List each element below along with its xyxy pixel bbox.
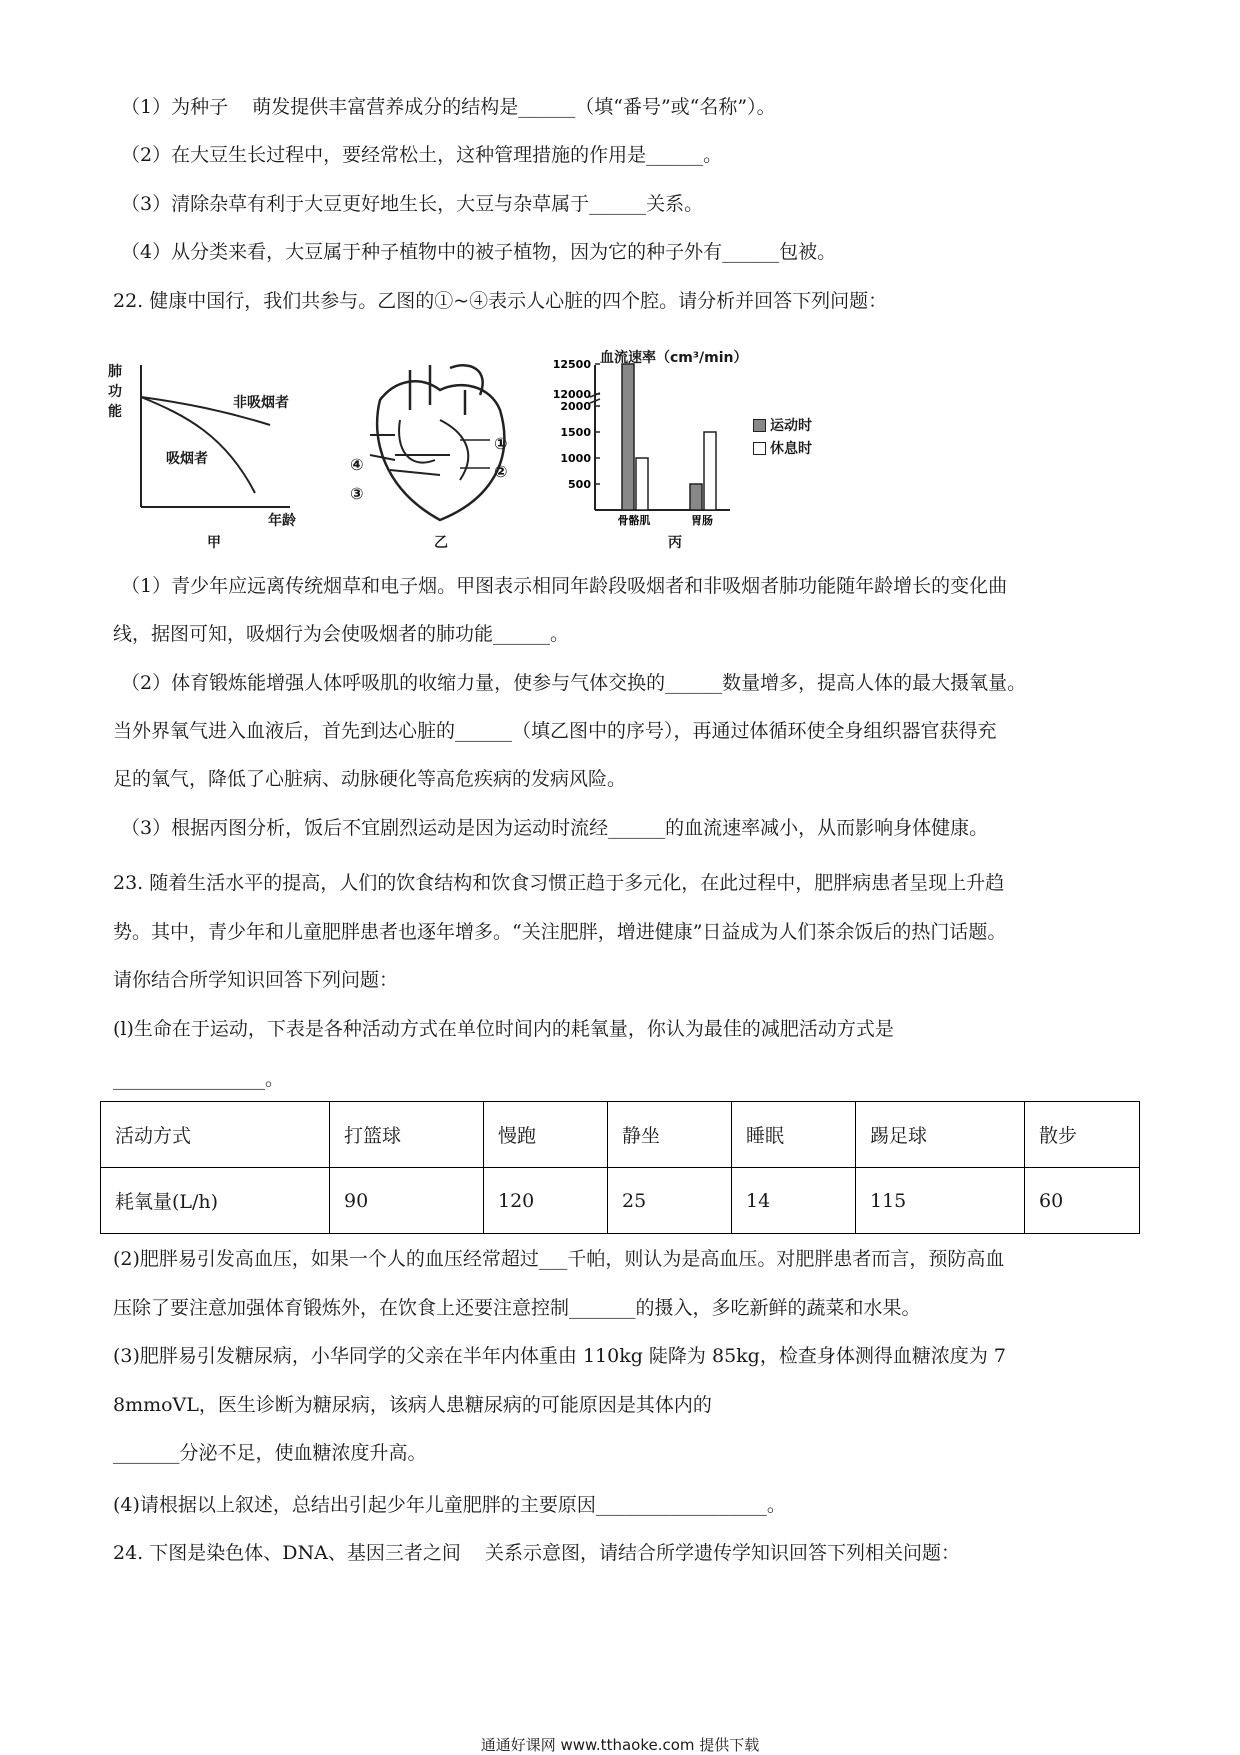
- table-cell: 60: [1025, 1168, 1140, 1234]
- heart-label-4: ④: [350, 455, 364, 474]
- y-tick-label: 1500: [560, 426, 591, 439]
- legend-exercise: 运动时: [770, 418, 812, 434]
- bar-运动时: [622, 364, 634, 510]
- figure-yi-heart-diagram: [340, 360, 540, 540]
- yi-caption: 乙: [434, 535, 448, 551]
- q21-item-3: （3）清除杂草有利于大豆更好地生长，大豆与杂草属于______关系。: [121, 193, 704, 215]
- q24-stem: 24. 下图是染色体、DNA、基因三者之间 关系示意图，请结合所学遗传学知识回答下列相关问题：: [113, 1542, 960, 1564]
- y-tick-label: 2000: [560, 400, 591, 413]
- bar-休息时: [636, 458, 648, 510]
- x-category-label: 骨骼肌: [617, 514, 651, 527]
- table-cell: 115: [856, 1168, 1025, 1234]
- page-footer: 通通好课网 www.tthaoke.com 提供下载: [480, 1736, 760, 1754]
- q22-item-2a: （2）体育锻炼能增强人体呼吸肌的收缩力量，使参与气体交换的______数量增多，提高人体的最大摄氧量。: [121, 672, 1027, 694]
- heart-label-1: ①: [494, 434, 508, 453]
- y-tick-label: 500: [568, 478, 591, 491]
- legend-swatch-exercise: [753, 419, 766, 432]
- q23-item-2b: 压除了要注意加强体育锻炼外，在饮食上还要注意控制_______的摄入，多吃新鲜的蔬菜和水果。: [113, 1297, 921, 1319]
- q22-item-1b: 线，据图可知，吸烟行为会使吸烟者的肺功能______。: [113, 623, 570, 645]
- table-cell: 120: [484, 1168, 608, 1234]
- y-tick-label: 12000: [552, 388, 591, 401]
- q23-item-3c: _______分泌不足，使血糖浓度升高。: [113, 1442, 427, 1464]
- q23-item-2a: (2)肥胖易引发高血压，如果一个人的血压经常超过___千帕，则认为是高血压。对肥胖患者而言，预防高血: [113, 1248, 1005, 1270]
- legend-swatch-rest: [753, 442, 766, 455]
- table-cell: 散步: [1025, 1102, 1140, 1168]
- q22-item-3: （3）根据丙图分析，饭后不宜剧烈运动是因为运动时流经______的血流速率减小，从而影响身体健康。: [121, 817, 989, 839]
- table-cell: 慢跑: [484, 1102, 608, 1168]
- q23-item-3b: 8mmoVL，医生诊断为糖尿病，该病人患糖尿病的可能原因是其体内的: [113, 1394, 712, 1416]
- table-cell: 打篮球: [330, 1102, 484, 1168]
- heart-label-2: ②: [494, 462, 508, 481]
- bing-title: 血流速率（cm³/min）: [600, 350, 748, 366]
- jia-y-label: 肺功能: [108, 364, 122, 420]
- activity-oxygen-table: [100, 1101, 1140, 1234]
- jia-smoker-label: 吸烟者: [166, 451, 208, 467]
- x-category-label: 胃肠: [691, 514, 713, 527]
- table-cell: 14: [732, 1168, 856, 1234]
- table-cell: 活动方式: [101, 1102, 330, 1168]
- q22-item-1a: （1）青少年应远离传统烟草和电子烟。甲图表示相同年龄段吸烟者和非吸烟者肺功能随年龄增长的变化曲: [121, 575, 1008, 597]
- table-cell: 睡眠: [732, 1102, 856, 1168]
- q23-item-3a: (3)肥胖易引发糖尿病，小华同学的父亲在半年内体重由 110kg 陡降为 85kg，检查身体测得血糖浓度为 7: [113, 1345, 1006, 1367]
- table-cell: 90: [330, 1168, 484, 1234]
- y-tick-label: 1000: [560, 452, 591, 465]
- bar-运动时: [690, 484, 702, 510]
- table-cell: 25: [608, 1168, 732, 1234]
- q23-item-1b: ________________。: [113, 1068, 285, 1090]
- bar-休息时: [704, 432, 716, 510]
- q21-item-1: （1）为种子 萌发提供丰富营养成分的结构是______（填“番号”或“名称”）。: [121, 96, 776, 118]
- q23-item-4: (4)请根据以上叙述，总结出引起少年儿童肥胖的主要原因__________________。: [113, 1494, 786, 1516]
- q22-item-2c: 足的氧气，降低了心脏病、动脉硬化等高危疾病的发病风险。: [113, 768, 627, 790]
- q23-stem-a: 23. 随着生活水平的提高，人们的饮食结构和饮食习惯正趋于多元化，在此过程中，肥胖病患者呈现上升趋: [113, 872, 1005, 894]
- jia-nonsmoker-label: 非吸烟者: [233, 395, 289, 411]
- q23-stem-b: 势。其中，青少年和儿童肥胖患者也逐年增多。“关注肥胖，增进健康”日益成为人们茶余饭后的热门话题。: [113, 921, 1007, 943]
- q21-item-2: （2）在大豆生长过程中，要经常松土，这种管理措施的作用是______。: [121, 144, 723, 166]
- y-tick-label: 12500: [552, 358, 591, 371]
- q21-item-4: （4）从分类来看，大豆属于种子植物中的被子植物，因为它的种子外有______包被。: [121, 241, 837, 263]
- jia-caption: 甲: [207, 535, 221, 551]
- figure-bing-bar-chart: [540, 345, 870, 550]
- table-cell: 耗氧量(L/h): [101, 1168, 330, 1234]
- q23-item-1a: (l)生命在于运动，下表是各种活动方式在单位时间内的耗氧量，你认为最佳的减肥活动方式是: [113, 1018, 894, 1040]
- bing-caption: 丙: [668, 535, 682, 551]
- jia-x-label: 年龄: [268, 513, 296, 529]
- q23-stem-c: 请你结合所学知识回答下列问题：: [113, 969, 399, 991]
- q22-item-2b: 当外界氧气进入血液后，首先到达心脏的______（填乙图中的序号），再通过体循环使全身组织器官获得充: [113, 720, 997, 742]
- table-cell: 踢足球: [856, 1102, 1025, 1168]
- table-row: [101, 1168, 1140, 1234]
- legend-rest: 休息时: [770, 441, 812, 457]
- table-row: [101, 1102, 1140, 1168]
- heart-label-3: ③: [350, 484, 364, 503]
- table-cell: 静坐: [608, 1102, 732, 1168]
- q22-stem: 22. 健康中国行，我们共参与。乙图的①~④表示人心脏的四个腔。请分析并回答下列问题：: [113, 290, 888, 312]
